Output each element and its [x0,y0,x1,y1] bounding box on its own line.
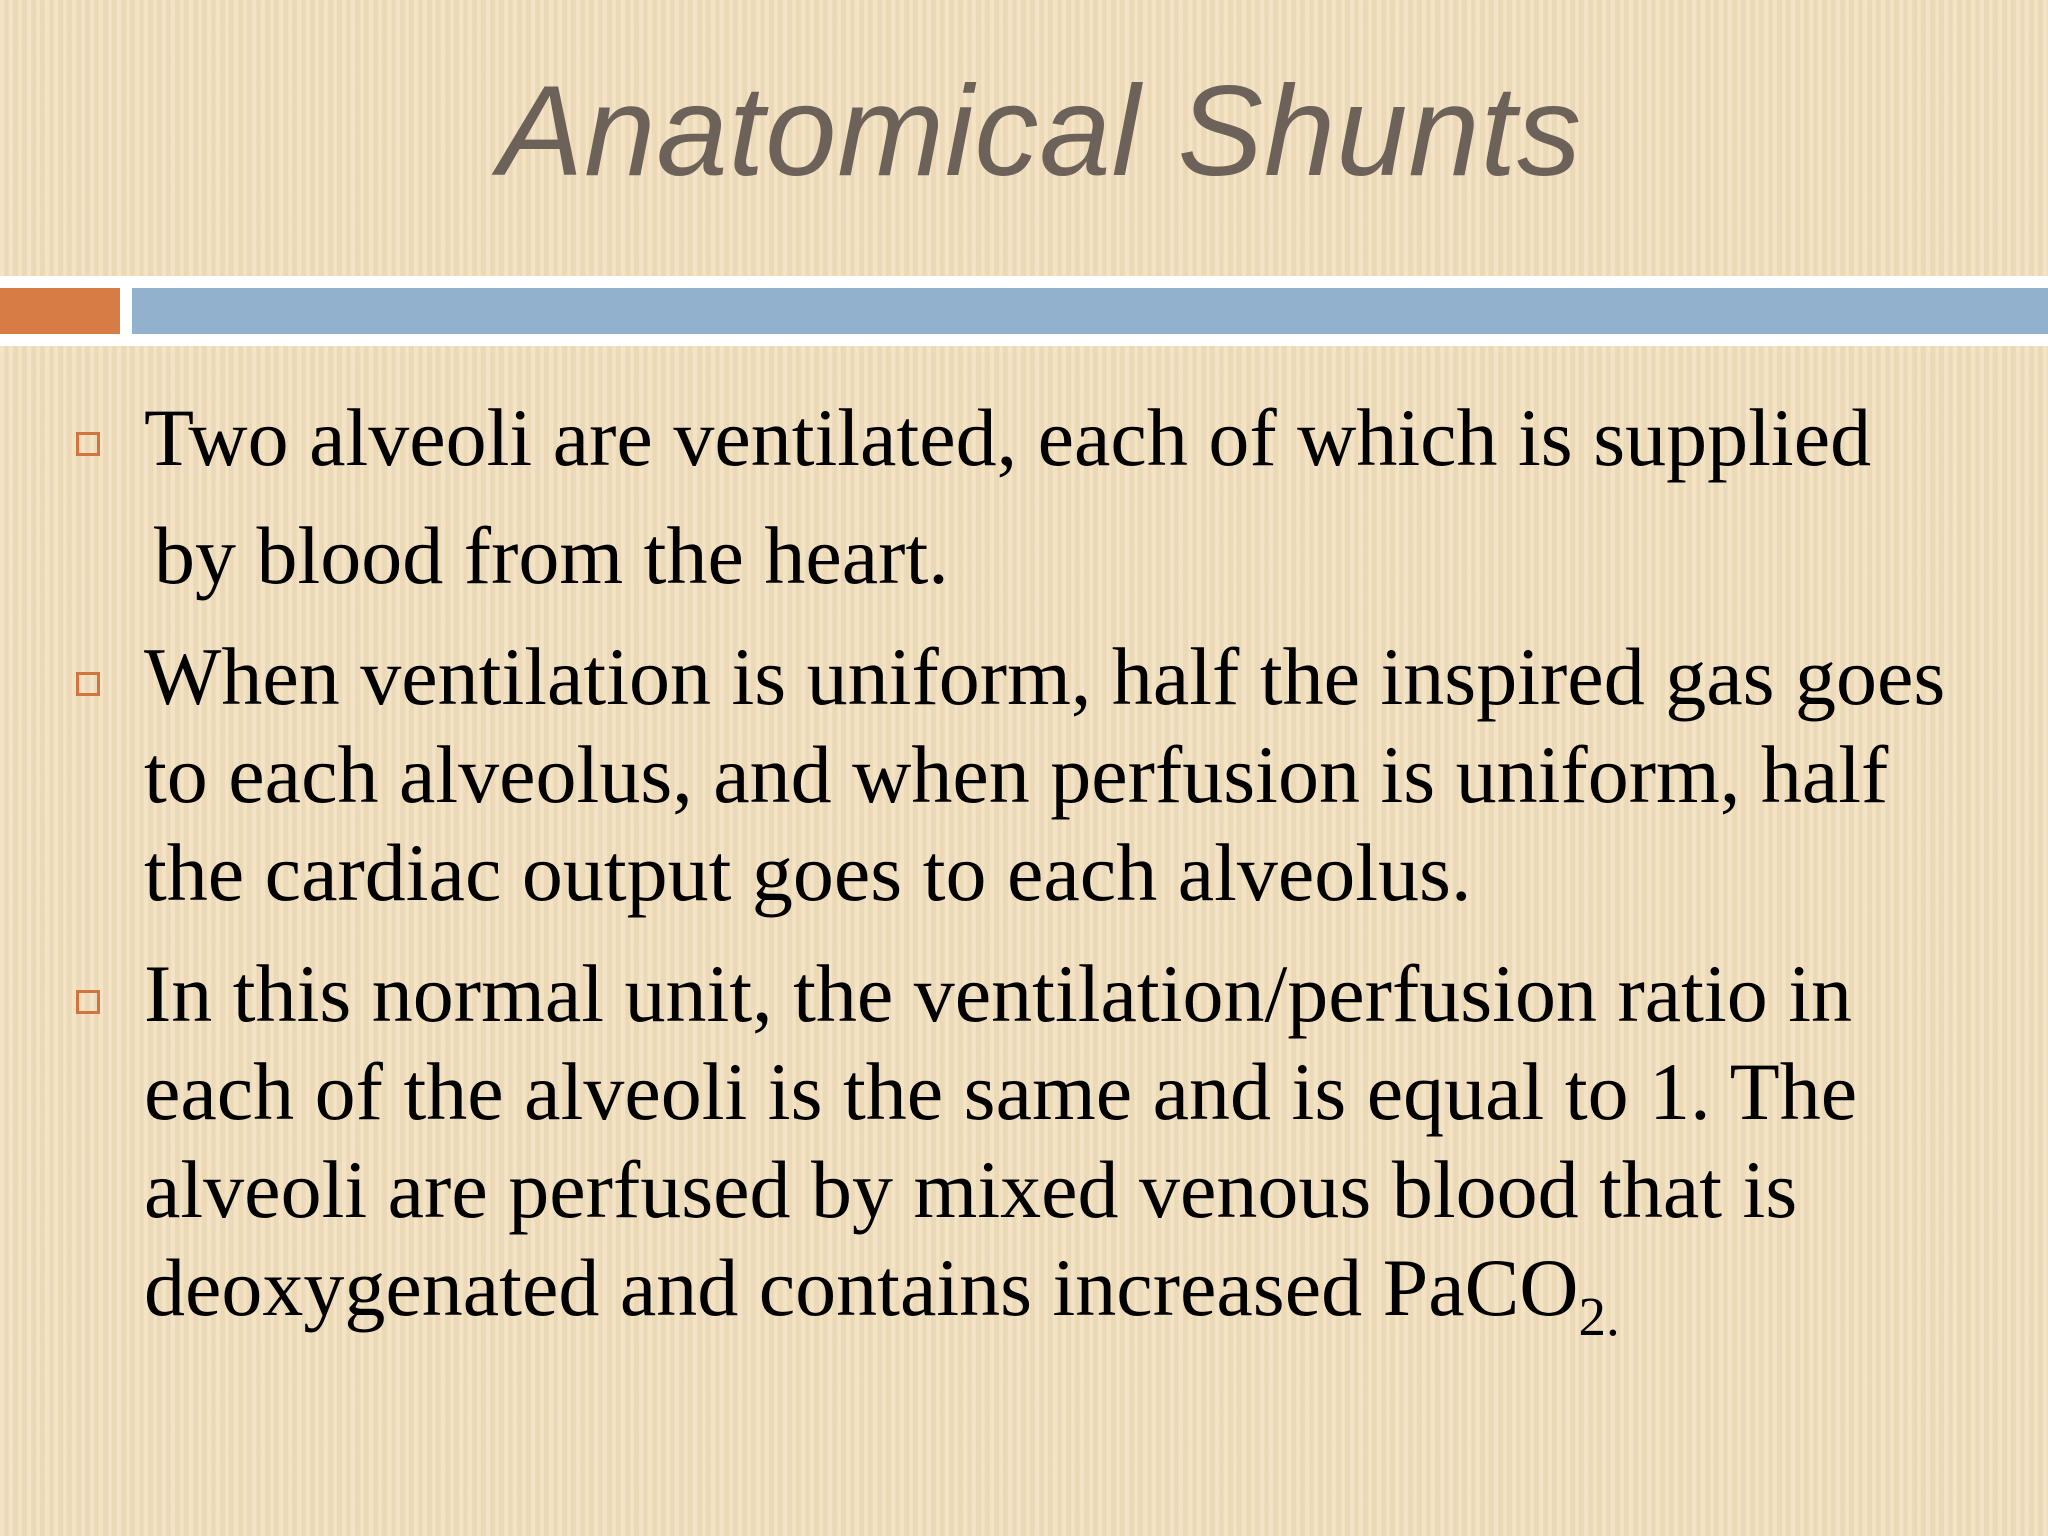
bullet-3-line-1: In this normal unit, the ventilation/perfusion ratio in [144,948,1853,1039]
bullet-1-line-2: by blood from the heart. [154,510,949,601]
bullet-3-line-3: alveoli are perfused by mixed venous blood that is [144,1144,1798,1235]
square-bullet-icon [76,672,100,696]
bullet-3-line-4-text: deoxygenated and contains increased PaCO [144,1242,1579,1333]
bullet-2-line-1: When ventilation is uniform, half the inspired gas goes [144,631,1946,722]
slide-title: Anatomical Shunts [497,60,1583,203]
bullet-1-line-1: Two alveoli are ventilated, each of which is supplied [144,392,1872,483]
bullet-2-line-2: to each alveolus, and when perfusion is uniform, half [144,729,1889,820]
paco2-subscript: 2. [1578,1286,1620,1347]
square-bullet-icon [76,990,100,1014]
bullet-3-line-2: each of the alveoli is the same and is equal to 1. The [144,1046,1858,1137]
square-bullet-icon [76,432,100,456]
bullet-3-line-4 [144,1238,1620,1347]
bullet-2-line-3: the cardiac output goes to each alveolus. [144,827,1472,918]
